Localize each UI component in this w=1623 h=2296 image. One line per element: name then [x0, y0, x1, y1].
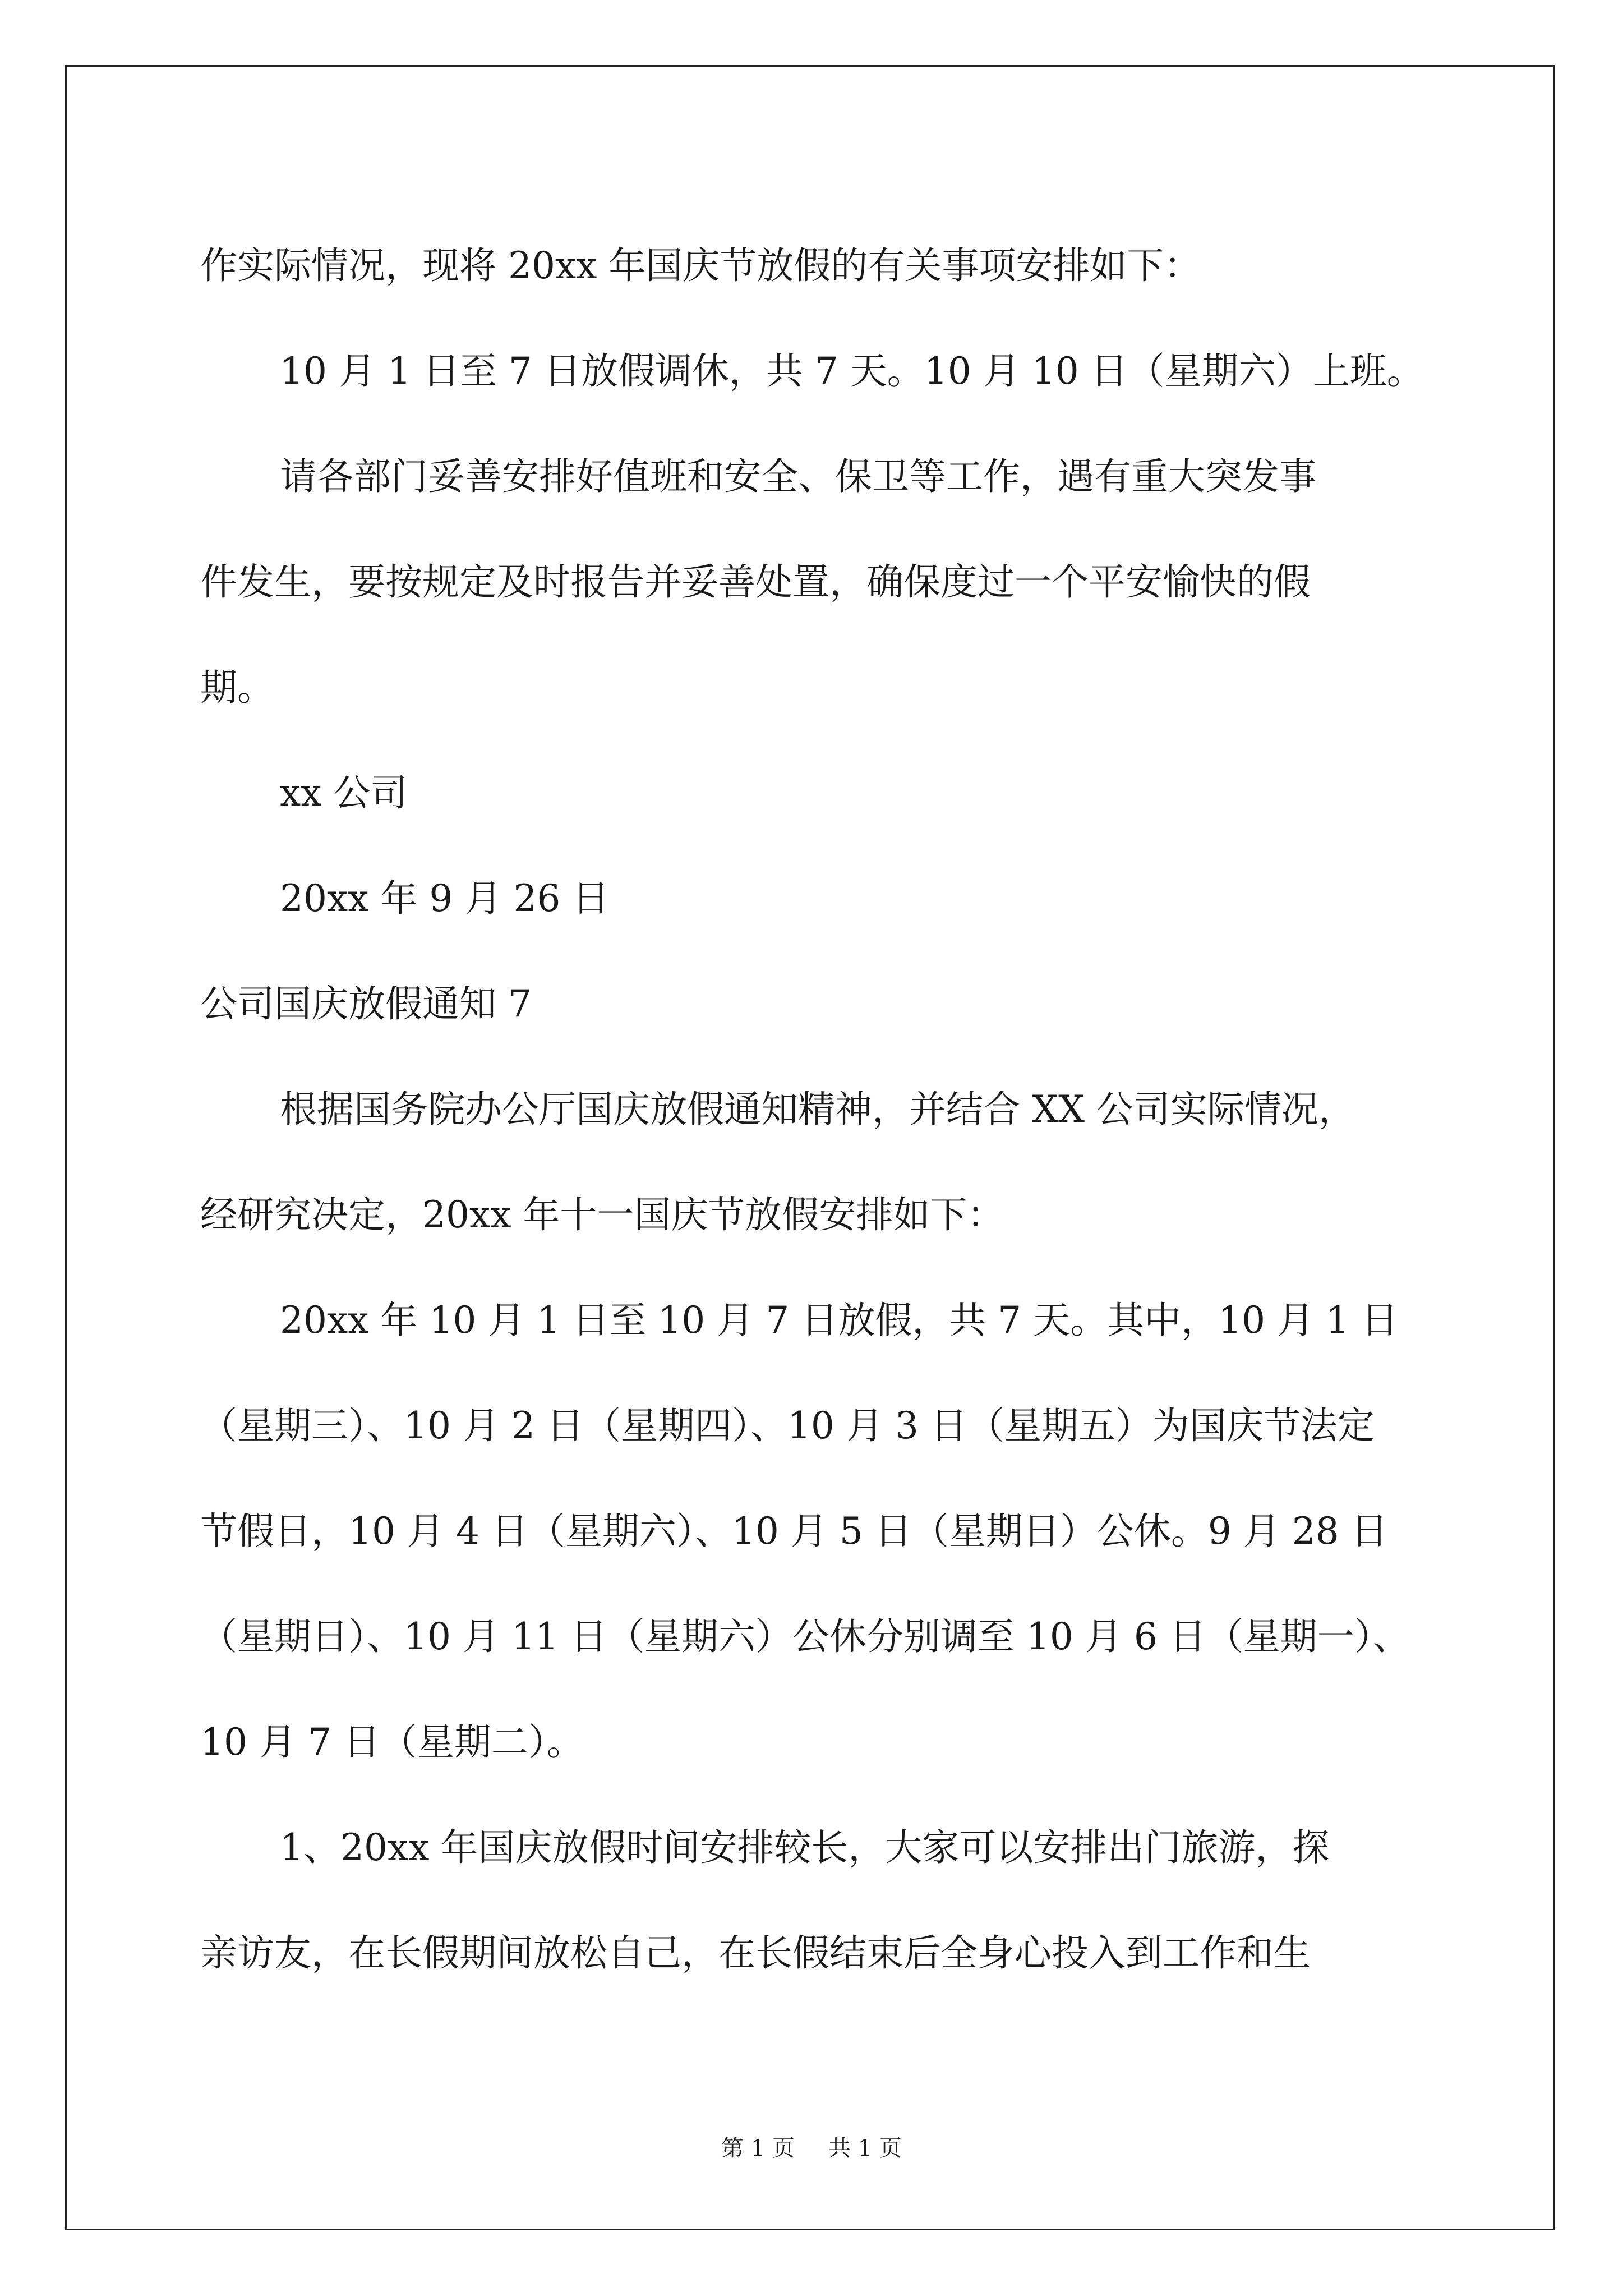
- body-line: 亲访友，在长假期间放松自己，在长假结束后全身心投入到工作和生: [200, 1931, 1311, 1975]
- signature-date: 20xx 年 9 月 26 日: [280, 877, 610, 920]
- body-line: 根据国务院办公厅国庆放假通知精神，并结合 XX 公司实际情况，: [280, 1088, 1355, 1131]
- page-total: 共 1 页: [828, 2136, 902, 2161]
- body-line: （星期日）、10 月 11 日（星期六）公休分别调至 10 月 6 日（星期一）、: [200, 1615, 1410, 1658]
- document-body: [200, 213, 1451, 2006]
- body-line: 节假日，10 月 4 日（星期六）、10 月 5 日（星期日）公休。9 月 28 日: [200, 1510, 1388, 1553]
- body-line: 20xx 年 10 月 1 日至 10 月 7 日放假，共 7 天。其中，10 月 1 日: [280, 1299, 1399, 1342]
- section-title: 公司国庆放假通知 7: [200, 982, 532, 1025]
- page-number: 第 1 页: [721, 2136, 795, 2161]
- body-line: 件发生，要按规定及时报告并妥善处置，确保度过一个平安愉快的假: [200, 560, 1311, 604]
- body-line: 期。: [200, 666, 274, 709]
- body-line: 10 月 7 日（星期二）。: [200, 1720, 584, 1764]
- body-line: （星期三）、10 月 2 日（星期四）、10 月 3 日（星期五）为国庆节法定: [200, 1404, 1375, 1447]
- body-line: 1、20xx 年国庆放假时间安排较长，大家可以安排出门旅游，探: [280, 1826, 1330, 1869]
- body-line: 作实际情况，现将 20xx 年国庆节放假的有关事项安排如下：: [200, 244, 1201, 287]
- body-line: 请各部门妥善安排好值班和安全、保卫等工作，遇有重大突发事: [280, 455, 1316, 498]
- signature-company: xx 公司: [280, 771, 408, 815]
- body-line: 10 月 1 日至 7 日放假调休，共 7 天。10 月 10 日（星期六）上班。: [280, 349, 1424, 393]
- page-footer: [0, 2134, 1623, 2162]
- body-line: 经研究决定，20xx 年十一国庆节放假安排如下：: [200, 1193, 1004, 1236]
